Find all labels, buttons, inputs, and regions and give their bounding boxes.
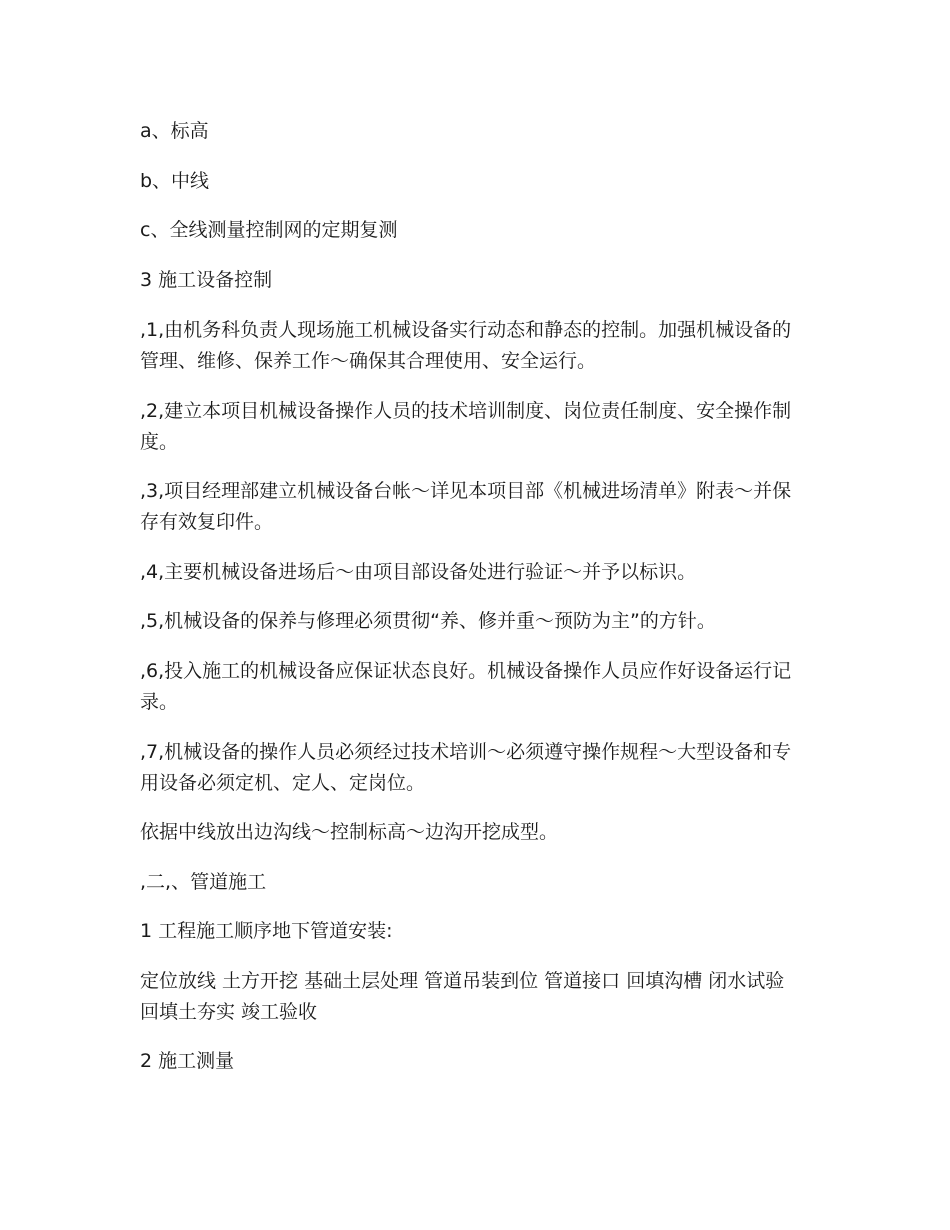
section-heading-survey: 2 施工测量	[140, 1050, 235, 1072]
paragraph-equipment-3: ,3,项目经理部建立机械设备台帐～详见本项目部《机械进场清单》附表～并保存有效复印件。	[140, 480, 792, 533]
paragraph-equipment-6: ,6,投入施工的机械设备应保证状态良好。机械设备操作人员应作好设备运行记录。	[140, 660, 792, 713]
paragraph-equipment-7: ,7,机械设备的操作人员必须经过技术培训～必须遵守操作规程～大型设备和专用设备必须定机、定人、定岗位。	[140, 741, 792, 794]
paragraph-sequence-heading: 1 工程施工顺序地下管道安装:	[140, 920, 393, 942]
paragraph-item-a: a、标高	[140, 120, 209, 142]
paragraph-item-b: b、中线	[140, 170, 210, 192]
paragraph-item-c: c、全线测量控制网的定期复测	[140, 219, 398, 241]
section-heading-pipeline: ,二,、管道施工	[140, 871, 267, 893]
paragraph-equipment-4: ,4,主要机械设备进场后～由项目部设备处进行验证～并予以标识。	[140, 561, 697, 583]
paragraph-equipment-2: ,2,建立本项目机械设备操作人员的技术培训制度、岗位责任制度、安全操作制度。	[140, 400, 792, 453]
section-heading-equipment-control: 3 施工设备控制	[140, 269, 273, 291]
paragraph-sequence-steps: 定位放线 土方开挖 基础土层处理 管道吊装到位 管道接口 回填沟槽 闭水试验 回填土夯实 竣工验收	[140, 970, 785, 1023]
paragraph-equipment-5: ,5,机械设备的保养与修理必须贯彻“养、修并重～预防为主”的方针。	[140, 610, 716, 632]
paragraph-ditch: 依据中线放出边沟线～控制标高～边沟开挖成型。	[140, 821, 559, 843]
paragraph-equipment-1: ,1,由机务科负责人现场施工机械设备实行动态和静态的控制。加强机械设备的管理、维修、保养工作～确保其合理使用、安全运行。	[140, 319, 792, 372]
